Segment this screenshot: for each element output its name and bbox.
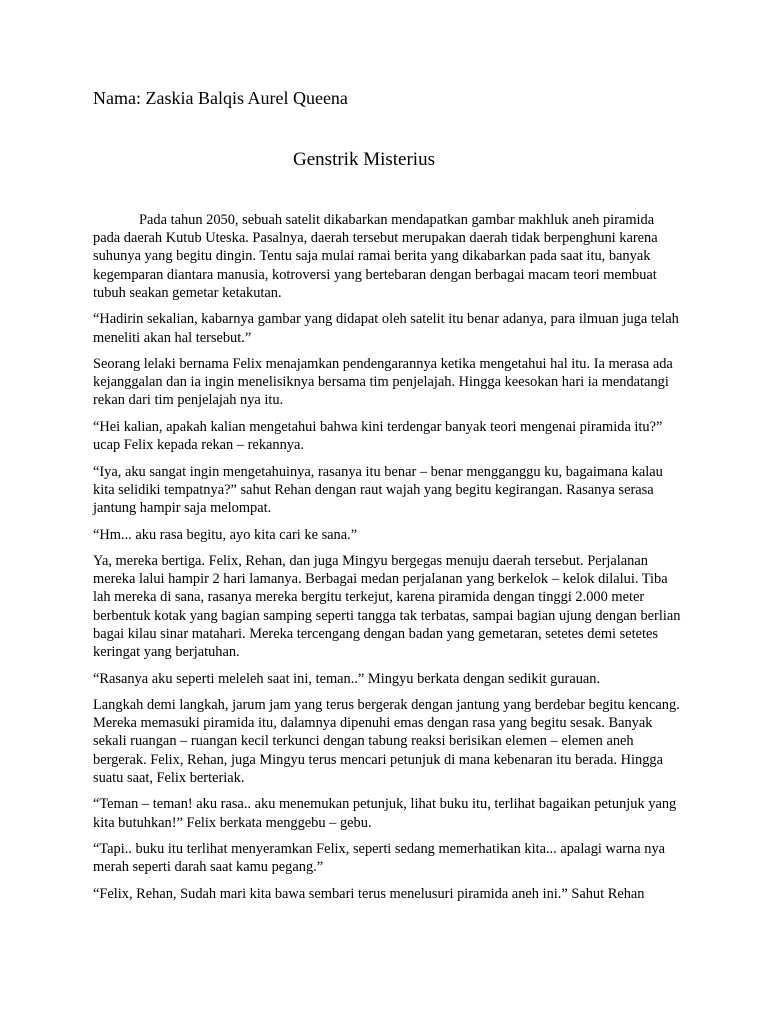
- paragraph: Langkah demi langkah, jarum jam yang terus bergerak dengan jantung yang berdebar begitu kencang. Mereka memasuki piramida itu, dalamnya dipenuhi emas dengan rasa yang begitu sesak. Banyak sekali ruangan – ruangan kecil terkunci dengan tabung reaksi berisikan elemen – elemen aneh bergerak. Felix, Rehan, juga Mingyu terus mencari petunjuk di mana kebenaran itu berada. Hingga suatu saat, Felix berteriak.: [93, 697, 680, 786]
- paragraph: “Hm... aku rasa begitu, ayo kita cari ke sana.”: [93, 526, 358, 543]
- paragraph: “Felix, Rehan, Sudah mari kita bawa sembari terus menelusuri piramida aneh ini.” Sahut Rehan: [93, 885, 645, 902]
- paragraph: Pada tahun 2050, sebuah satelit dikabarkan mendapatkan gambar makhluk aneh piramida pada daerah Kutub Uteska. Pasalnya, daerah tersebut merupakan daerah tidak berpenghuni karena suhunya yang begitu dingin. Tentu saja mulai ramai berita yang dikabarkan pada saat itu, banyak kegemparan diantara manusia, kotroversi yang bertebaran dengan berbagai macam teori membuat tubuh seakan gemetar ketakutan.: [93, 212, 658, 301]
- paragraph: “Hei kalian, apakah kalian mengetahui bahwa kini terdengar banyak teori mengenai piramida itu?” ucap Felix kepada rekan – rekannya.: [93, 418, 663, 454]
- paragraph: “Tapi.. buku itu terlihat menyeramkan Felix, seperti sedang memerhatikan kita... apalagi warna nya merah seperti darah saat kamu pegang.”: [93, 841, 666, 876]
- story-title: Genstrik Misterius: [293, 149, 435, 170]
- paragraph: Ya, mereka bertiga. Felix, Rehan, dan juga Mingyu bergegas menuju daerah tersebut. Perjalanan mereka lalui hampir 2 hari lamanya. Berbagai medan perjalanan yang berkelok – kelok dilalui. Tiba lah mereka di sana, rasanya mereka bergitu terkejut, karena piramida dengan tinggi 2.000 meter berbentuk kotak yang bagian samping seperti tangga tak terbatas, sampai bagian ujung dengan berlian bagai kilau sinar matahari. Mereka tercengang dengan badan yang gemetaran, setetes demi setetes keringat yang berjatuhan.: [93, 553, 681, 661]
- paragraph: Seorang lelaki bernama Felix menajamkan pendengarannya ketika mengetahui hal itu. Ia merasa ada kejanggalan dan ia ingin menelisiknya bersama tim penjelajah. Hingga keesokan hari ia mendatangi rekan dari tim penjelajah nya itu.: [93, 356, 673, 409]
- paragraph: “Rasanya aku seperti meleleh saat ini, teman..” Mingyu berkata dengan sedikit gurauan.: [93, 670, 601, 687]
- paragraph: “Hadirin sekalian, kabarnya gambar yang didapat oleh satelit itu benar adanya, para ilmuan juga telah meneliti akan hal tersebut.”: [93, 311, 679, 346]
- author-line: Nama: Zaskia Balqis Aurel Queena: [93, 88, 348, 108]
- story-body: [93, 211, 683, 911]
- paragraph: “Teman – teman! aku rasa.. aku menemukan petunjuk, lihat buku itu, terlihat bagaikan petunjuk yang kita butuhkan!” Felix berkata menggebu – gebu.: [93, 796, 677, 831]
- paragraph: “Iya, aku sangat ingin mengetahuinya, rasanya itu benar – benar mengganggu ku, bagaimana kalau kita selidiki tempatnya?” sahut Rehan dengan raut wajah yang begitu kegirangan. Rasanya serasa jantung hampir saja melompat.: [93, 463, 663, 517]
